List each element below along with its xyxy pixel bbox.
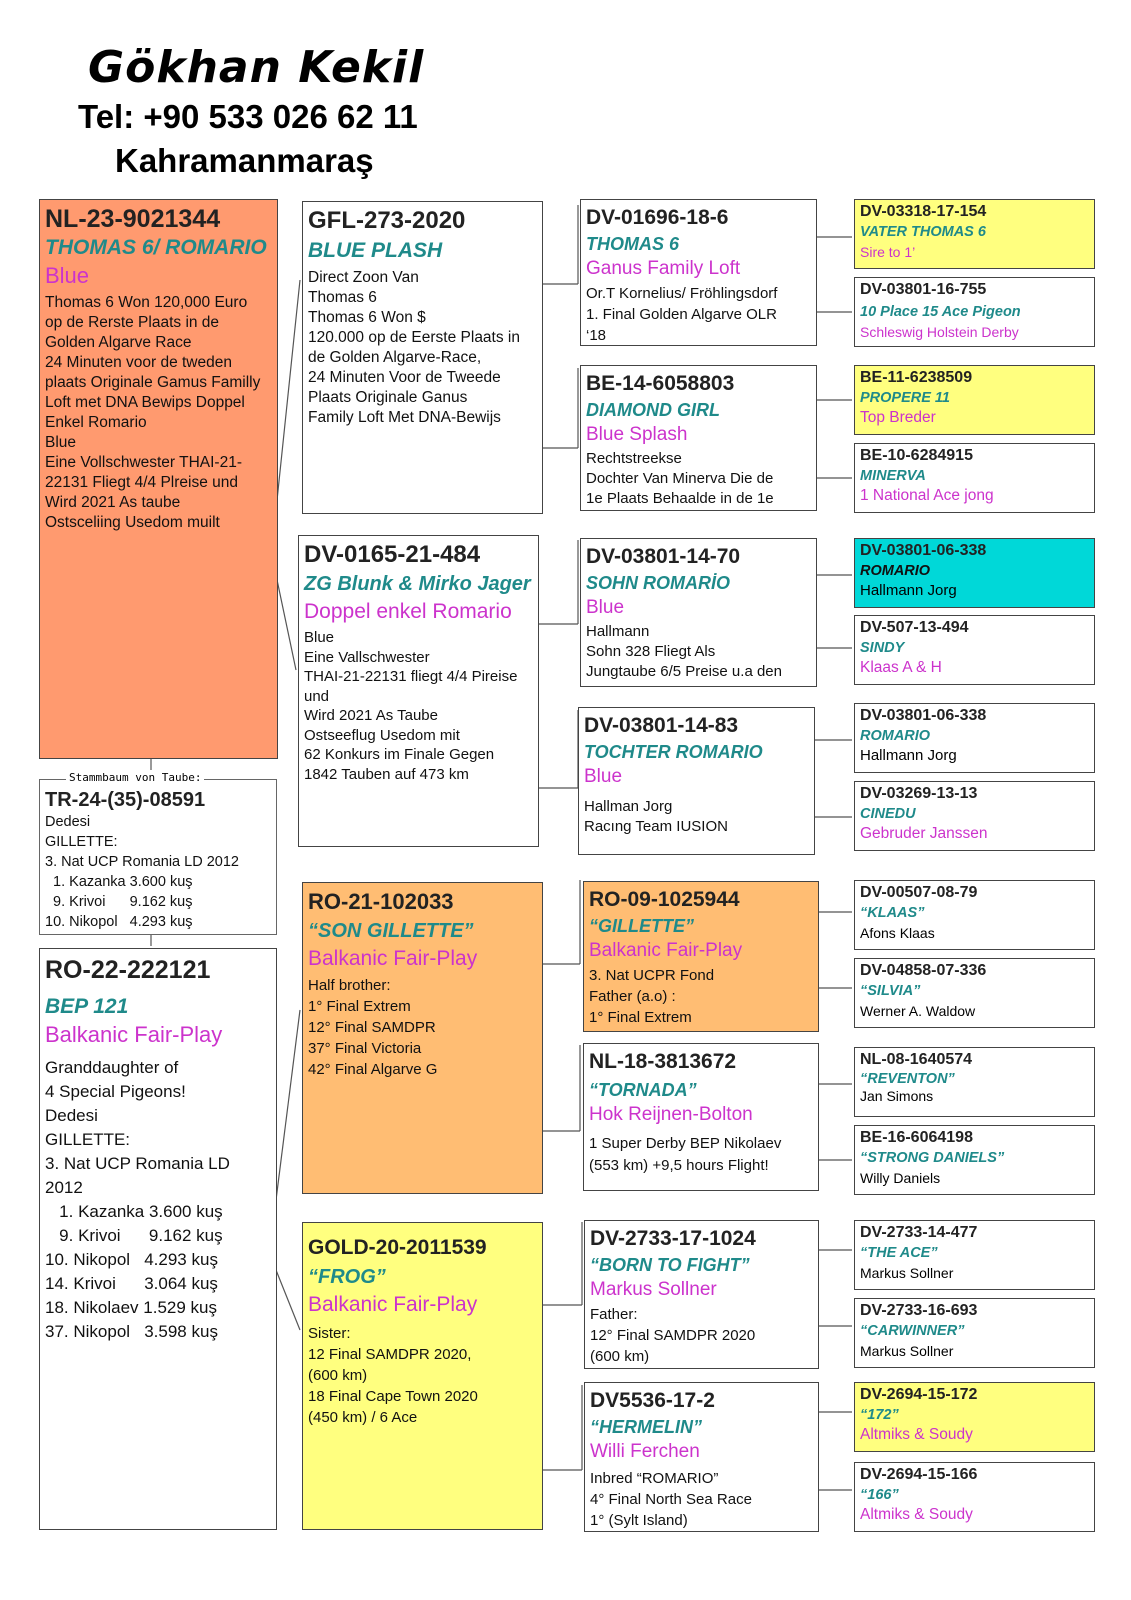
sire-line: Loft met DNA Bewips Doppel (45, 394, 245, 411)
pigeon-name: MINERVA (860, 468, 926, 484)
pigeon-name: ROMARIO (860, 728, 931, 744)
pigeon-breeder: Hok Reijnen-Bolton (589, 1104, 753, 1125)
pigeon-name: “THE ACE” (860, 1245, 938, 1261)
pigeon-description (586, 622, 811, 682)
pigeon-name: CINEDU (860, 806, 916, 822)
main-pigeon-description (45, 812, 271, 932)
description-line: und (304, 687, 330, 705)
description-line: Hallman Jorg (584, 798, 673, 815)
description-line: 24 Minuten Voor de Tweede (308, 369, 501, 386)
pigeon-breeder: Ganus Family Loft (586, 258, 741, 279)
pigeon-name: “KLAAS” (860, 905, 925, 921)
sire-ring: NL-23-9021344 (45, 205, 221, 233)
dam-line: 4 Special Pigeons! (45, 1082, 186, 1101)
dam-line: 1. Kazanka 3.600 kuş (45, 1202, 223, 1221)
description-line: Inbred “ROMARIO” (590, 1470, 719, 1487)
description-line: Father (a.o) : (589, 988, 676, 1005)
gen4-card (854, 443, 1095, 513)
stammbaum-label: Stammbaum von Taube: (66, 771, 204, 784)
gen3-card (583, 881, 819, 1032)
gen2-card (302, 882, 543, 1194)
dam-line: 10. Nikopol 4.293 kuş (45, 1250, 218, 1269)
pigeon-name: “TORNADA” (589, 1080, 697, 1100)
pigeon-breeder: 1 National Ace jong (860, 487, 994, 504)
description-line: Family Loft Met DNA-Bewijs (308, 409, 501, 426)
pigeon-breeder: Balkanic Fair-Play (308, 1293, 478, 1316)
pigeon-name: ZG Blunk & Mirko Jager (304, 573, 531, 595)
description-line: 4° Final North Sea Race (590, 1491, 752, 1508)
pigeon-ring: BE-10-6284915 (860, 447, 973, 464)
pigeon-ring: GFL-273-2020 (308, 207, 466, 234)
dam-ring: RO-22-222121 (45, 956, 211, 984)
main-pigeon-line: 9. Krivoi 9.162 kuş (45, 894, 193, 910)
pigeon-description (590, 1304, 813, 1367)
gen3-card (580, 199, 817, 346)
description-line: Half brother: (308, 977, 391, 994)
main-pigeon-line: GILLETTE: (45, 834, 118, 850)
sire-line: 24 Minuten voor de tweden (45, 354, 232, 371)
sire-line: Wird 2021 As taube (45, 494, 181, 511)
sire-breeder: Blue (45, 263, 90, 288)
sire-name: THOMAS 6/ ROMARIO (45, 236, 267, 259)
pigeon-breeder: Doppel enkel Romario (304, 600, 512, 623)
gen4-card (854, 703, 1095, 773)
pigeon-ring: DV-03801-06-338 (860, 707, 987, 724)
description-line: Or.T Kornelius/ Fröhlingsdorf (586, 285, 778, 302)
sire-line: Blue (45, 434, 77, 451)
pigeon-name: “SILVIA” (860, 983, 921, 999)
pigeon-name: DIAMOND GIRL (586, 400, 720, 420)
pigeon-ring: DV-01696-18-6 (586, 206, 729, 229)
pigeon-name: ROMARIO (860, 563, 931, 579)
pigeon-breeder: Altmiks & Soudy (860, 1506, 973, 1523)
gen2-card (302, 201, 543, 514)
pigeon-ring: DV-03801-14-70 (586, 545, 741, 568)
description-line: Ostseeflug Usedom mit (304, 726, 460, 744)
pigeon-name: SOHN ROMARİO (586, 573, 730, 593)
pigeon-name: “HERMELIN” (590, 1417, 702, 1437)
pigeon-description (304, 628, 533, 784)
dam-line: GILLETTE: (45, 1130, 131, 1149)
pigeon-ring: DV-2694-15-172 (860, 1386, 978, 1403)
pigeon-ring: DV-0165-21-484 (304, 541, 481, 568)
sire-description (45, 293, 272, 533)
gen4-card (854, 1298, 1095, 1368)
main-pigeon-line: 1. Kazanka 3.600 kuş (45, 874, 193, 890)
pigeon-description (586, 283, 811, 346)
gen4-card (854, 199, 1095, 269)
pigeon-breeder: Willi Ferchen (590, 1441, 700, 1462)
description-line: 3. Nat UCPR Fond (589, 967, 715, 984)
gen3-card (584, 1220, 819, 1369)
description-line: 12° Final SAMDPR (308, 1019, 436, 1036)
dam-line: Granddaughter of (45, 1058, 179, 1077)
pigeon-name: VATER THOMAS 6 (860, 224, 986, 240)
pigeon-ring: DV-507-13-494 (860, 619, 969, 636)
description-line: Racıng Team IUSION (584, 818, 728, 835)
pigeon-name: “SON GILLETTE” (308, 920, 474, 942)
description-line: 62 Konkurs im Finale Gegen (304, 746, 495, 763)
pigeon-breeder: Markus Sollner (590, 1279, 717, 1300)
description-line: (600 km) (308, 1367, 368, 1384)
pigeon-breeder: Balkanic Fair-Play (589, 940, 743, 961)
pigeon-name: THOMAS 6 (586, 234, 680, 254)
sire-line: Thomas 6 Won 120,000 Euro (45, 294, 248, 311)
sire-line: Eine Vollschwester THAI-21- (45, 454, 242, 471)
owner-phone: Tel: +90 533 026 62 11 (78, 98, 418, 135)
description-line: (450 km) / 6 Ace (308, 1409, 418, 1426)
sire-line: plaats Originale Gamus Familly (45, 374, 261, 391)
pigeon-breeder: Blue (584, 766, 623, 787)
description-line: 120.000 op de Eerste Plaats in (308, 329, 520, 346)
pigeon-ring: BE-14-6058803 (586, 372, 735, 395)
pigeon-breeder: Gebruder Janssen (860, 825, 988, 842)
pigeon-ring: DV-03801-06-338 (860, 542, 987, 559)
gen3-card (583, 1043, 819, 1191)
description-line: Thomas 6 Won $ (308, 309, 426, 326)
description-line: 12° Final SAMDPR 2020 (590, 1327, 756, 1344)
owner-city: Kahramanmaraş (115, 142, 374, 179)
pigeon-ring: DV-03801-14-83 (584, 714, 739, 737)
description-line: Wird 2021 As Taube (304, 707, 438, 724)
pigeon-ring: RO-21-102033 (308, 889, 454, 914)
pigeon-description (584, 797, 809, 837)
pigeon-owner: Willy Daniels (860, 1170, 941, 1186)
pigeon-ring: NL-08-1640574 (860, 1051, 973, 1068)
pigeon-name: PROPERE 11 (860, 390, 950, 406)
dam-breeder: Balkanic Fair-Play (45, 1022, 223, 1047)
pigeon-owner: Hallmann Jorg (860, 747, 957, 764)
pigeon-name: “172” (860, 1407, 899, 1423)
sire-line: op de Rerste Plaats in de (45, 314, 220, 331)
description-line: 37° Final Victoria (308, 1040, 422, 1057)
description-line: 1° (Sylt Island) (590, 1512, 688, 1529)
pigeon-name: SINDY (860, 640, 905, 656)
description-line: Direct Zoon Van (308, 269, 419, 286)
pigeon-name: TOCHTER ROMARIO (584, 742, 763, 762)
pigeon-name: “CARWINNER” (860, 1323, 965, 1339)
pigeon-owner: Jan Simons (860, 1088, 934, 1104)
dam-line: 2012 (45, 1178, 83, 1197)
sire-line: Golden Algarve Race (45, 334, 192, 351)
gen4-card (854, 538, 1095, 608)
main-pigeon-line: Dedesi (45, 814, 91, 830)
pigeon-ring: DV-2733-14-477 (860, 1224, 978, 1241)
description-line: Dochter Van Minerva Die de (586, 470, 774, 487)
pigeon-breeder: Blue (586, 597, 625, 618)
gen4-card (854, 1047, 1095, 1117)
gen4-card (854, 1462, 1095, 1532)
description-line: Sohn 328 Fliegt Als (586, 643, 716, 660)
pigeon-name: “166” (860, 1487, 899, 1503)
gen4-card (854, 880, 1095, 950)
pigeon-name: “STRONG DANIELS” (860, 1150, 1005, 1166)
description-line: Rechtstreekse (586, 450, 682, 467)
owner-name: Gökhan Kekil (88, 42, 425, 93)
main-pigeon-line: 10. Nikopol 4.293 kuş (45, 914, 193, 930)
description-line: 42° Final Algarve G (308, 1061, 438, 1078)
pigeon-owner: Markus Sollner (860, 1343, 954, 1359)
description-line: (600 km) (590, 1348, 650, 1365)
sire-card (39, 199, 278, 759)
pigeon-ring: BE-11-6238509 (860, 369, 973, 386)
pigeon-ring: DV-03269-13-13 (860, 785, 978, 802)
dam-card (39, 948, 277, 1530)
pigeon-description (308, 975, 537, 1080)
pigeon-description (589, 965, 813, 1028)
pigeon-name: “BORN TO FIGHT” (590, 1255, 750, 1275)
pigeon-name: BLUE PLASH (308, 239, 443, 262)
gen3-card (580, 538, 817, 687)
dam-line: Dedesi (45, 1106, 98, 1125)
pigeon-breeder: Blue Splash (586, 424, 688, 445)
main-pigeon-ring: TR-24-(35)-08591 (45, 789, 206, 811)
gen3-card (580, 365, 817, 511)
gen2-card (298, 535, 539, 847)
pigeon-owner: Afons Klaas (860, 925, 935, 941)
dam-line: 9. Krivoi 9.162 kuş (45, 1226, 223, 1245)
gen4-card (854, 1125, 1095, 1195)
pigeon-breeder: Sire to 1’ (860, 244, 916, 260)
description-line: Plaats Originale Ganus (308, 389, 468, 406)
description-line: Eine Vallschwester (304, 648, 430, 666)
pigeon-owner: Werner A. Waldow (860, 1003, 976, 1019)
gen4-card (854, 958, 1095, 1028)
pigeon-breeder: Klaas A & H (860, 659, 942, 676)
description-line: 1e Plaats Behaalde in de 1e (586, 490, 774, 507)
gen4-card (854, 1382, 1095, 1452)
dam-line: 14. Krivoi 3.064 kuş (45, 1274, 218, 1293)
pigeon-ring: DV5536-17-2 (590, 1389, 715, 1412)
pigeon-ring: DV-2733-17-1024 (590, 1227, 756, 1250)
pigeon-owner: Markus Sollner (860, 1265, 954, 1281)
pigeon-description (590, 1468, 813, 1531)
pigeon-description (308, 1323, 537, 1428)
dam-name: BEP 121 (45, 995, 129, 1018)
pigeon-ring: BE-16-6064198 (860, 1129, 973, 1146)
description-line: Thomas 6 (308, 289, 377, 306)
sire-line: 22131 Fliegt 4/4 Plreise und (45, 474, 239, 491)
description-line: 12 Final SAMDPR 2020, (308, 1346, 472, 1363)
description-line: (553 km) +9,5 hours Flight! (589, 1157, 769, 1174)
pigeon-ring: DV-03318-17-154 (860, 203, 987, 220)
dam-line: 18. Nikolaev 1.529 kuş (45, 1298, 217, 1317)
sire-line: Ostsceliing Usedom muilt (45, 514, 220, 531)
gen4-card (854, 781, 1095, 851)
description-line: de Golden Algarve-Race, (308, 349, 482, 366)
pigeon-ring: RO-09-1025944 (589, 888, 740, 911)
description-line: Father: (590, 1306, 638, 1323)
description-line: 1° Final Extrem (589, 1009, 692, 1026)
sire-line: Enkel Romario (45, 414, 147, 431)
description-line: THAI-21-22131 fliegt 4/4 Pireise (304, 668, 518, 685)
pigeon-ring: DV-2694-15-166 (860, 1466, 978, 1483)
description-line: 1. Final Golden Algarve OLR (586, 306, 777, 323)
pigeon-description (589, 1133, 813, 1177)
gen3-card (578, 707, 815, 855)
description-line: ‘18 (586, 327, 607, 344)
pigeon-ring: DV-04858-07-336 (860, 962, 987, 979)
pigeon-breeder: Balkanic Fair-Play (308, 947, 478, 970)
dam-line: 37. Nikopol 3.598 kuş (45, 1322, 218, 1341)
pigeon-name: 10 Place 15 Ace Pigeon (860, 304, 1021, 320)
pigeon-description (586, 449, 811, 509)
pigeon-ring: DV-03801-16-755 (860, 281, 987, 298)
pigeon-ring: NL-18-3813672 (589, 1050, 737, 1073)
pigeon-description (308, 268, 537, 428)
pigeon-ring: DV-2733-16-693 (860, 1302, 978, 1319)
pigeon-ring: DV-00507-08-79 (860, 884, 978, 901)
description-line: Hallmann (586, 623, 650, 640)
description-line: 1842 Tauben auf 473 km (304, 765, 469, 783)
gen4-card (854, 1220, 1095, 1290)
pigeon-name: “REVENTON” (860, 1071, 955, 1087)
pigeon-breeder: Altmiks & Soudy (860, 1426, 973, 1443)
description-line: 1 Super Derby BEP Nikolaev (589, 1135, 782, 1152)
gen2-card (302, 1222, 543, 1530)
main-pigeon-card (39, 779, 277, 935)
description-line: 1° Final Extrem (308, 998, 411, 1015)
main-pigeon-line: 3. Nat UCP Romania LD 2012 (45, 854, 239, 870)
pigeon-name: “GILLETTE” (589, 916, 694, 936)
description-line: Blue (304, 629, 335, 646)
gen4-card (854, 277, 1095, 347)
gen4-card (854, 365, 1095, 435)
description-line: Jungtaube 6/5 Preise u.a den (586, 663, 782, 680)
pigeon-ring: GOLD-20-2011539 (308, 1236, 487, 1259)
pigeon-owner: Hallmann Jorg (860, 582, 957, 599)
pigeon-breeder: Top Breder (860, 409, 936, 426)
pigeon-breeder: Schleswig Holstein Derby (860, 324, 1019, 340)
dam-line: 3. Nat UCP Romania LD (45, 1154, 230, 1173)
gen3-card (584, 1382, 819, 1532)
dam-description (45, 1056, 271, 1344)
gen4-card (854, 615, 1095, 685)
description-line: Sister: (308, 1325, 351, 1342)
description-line: 18 Final Cape Town 2020 (308, 1388, 478, 1405)
pigeon-name: “FROG” (308, 1266, 386, 1288)
